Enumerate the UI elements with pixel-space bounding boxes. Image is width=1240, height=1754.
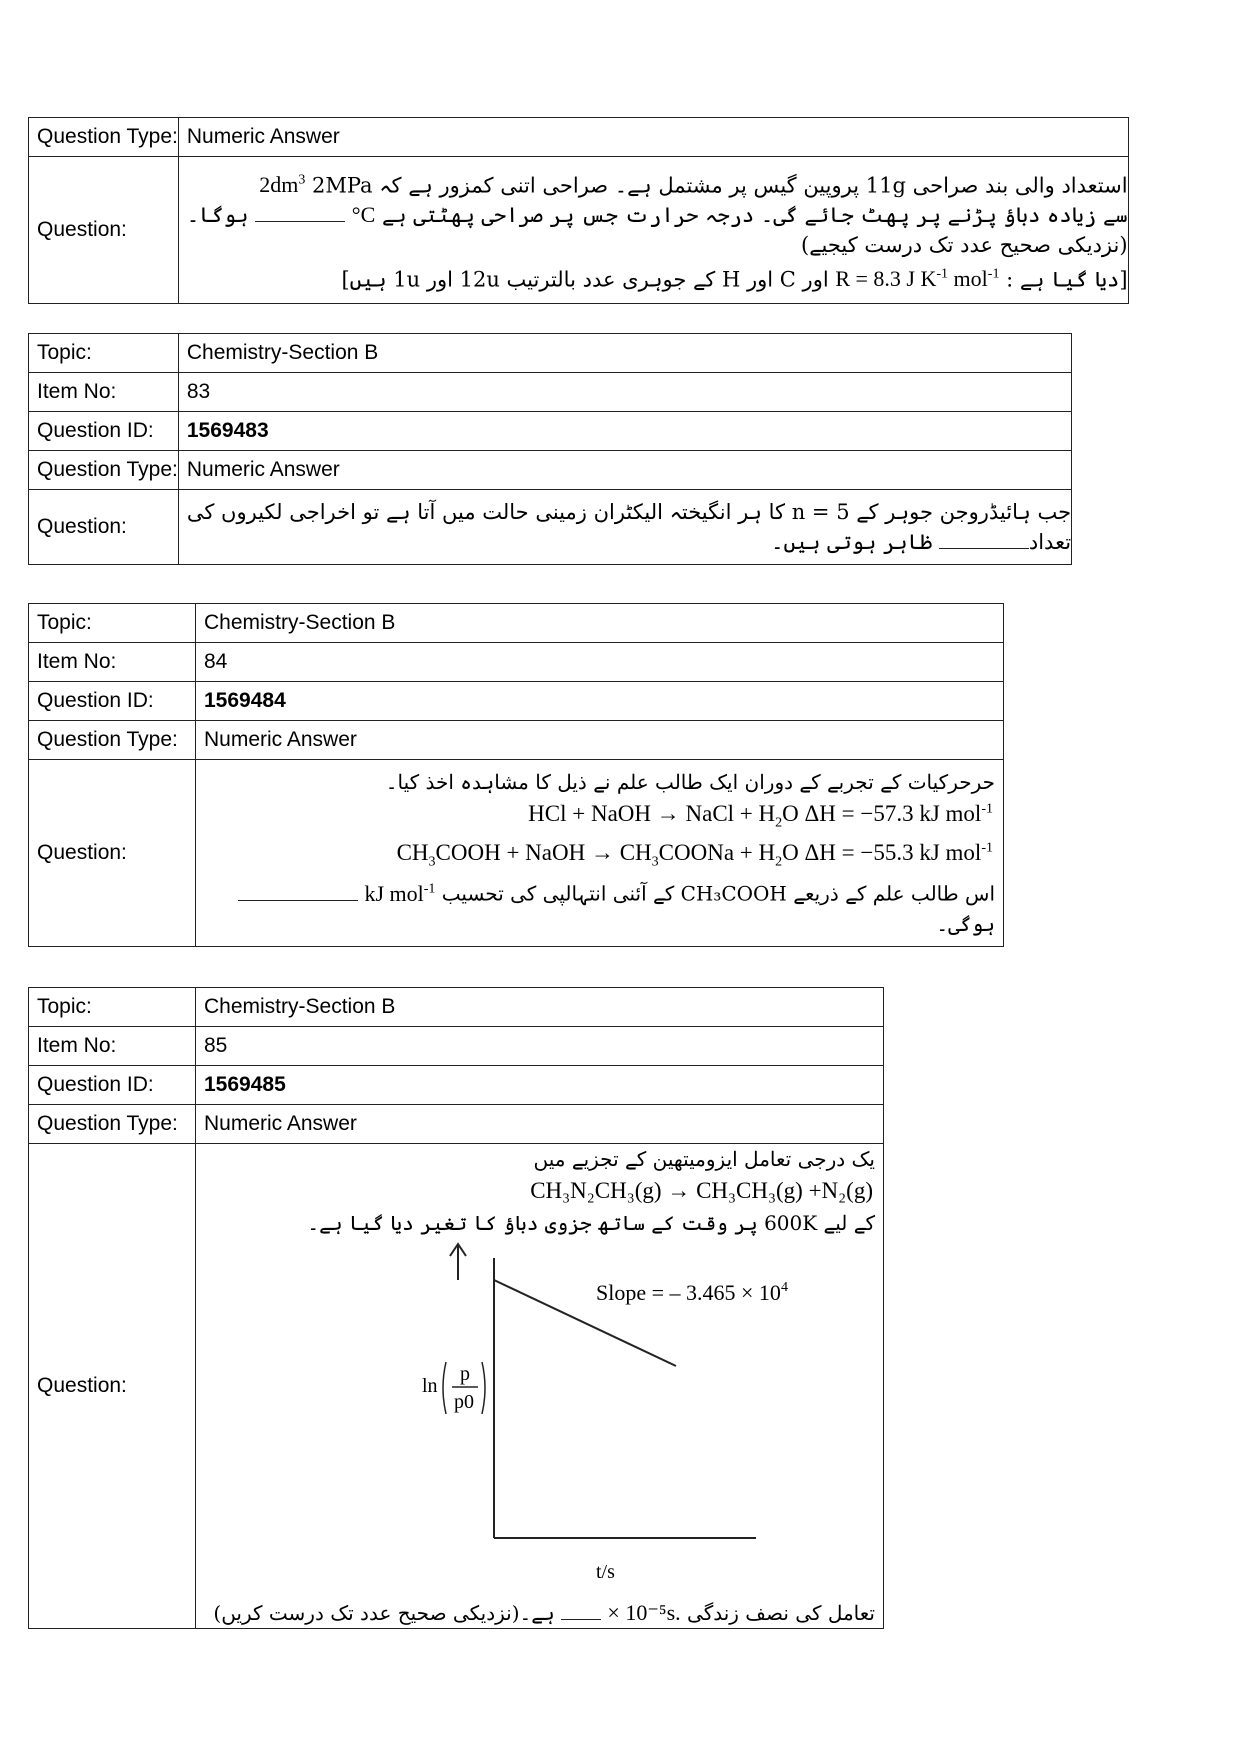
item-no-label: Item No: bbox=[29, 1027, 196, 1066]
question-type-value: Numeric Answer bbox=[196, 721, 1004, 760]
item-no-label: Item No: bbox=[29, 373, 179, 412]
answer-blank bbox=[255, 203, 345, 222]
question-type-label: Question Type: bbox=[29, 721, 196, 760]
question-text bbox=[196, 760, 1004, 947]
y-axis-num: p bbox=[460, 1363, 470, 1385]
y-axis-den: p0 bbox=[454, 1391, 474, 1413]
item-no-value: 83 bbox=[178, 373, 1071, 412]
answer-blank bbox=[939, 530, 1029, 549]
y-axis-ln: ln bbox=[422, 1375, 438, 1397]
left-paren bbox=[443, 1362, 446, 1414]
question-id-label: Question ID: bbox=[29, 682, 196, 721]
topic-value: Chemistry-Section B bbox=[196, 988, 884, 1027]
question-type-label: Question Type: bbox=[29, 1105, 196, 1144]
item-no-value: 85 bbox=[196, 1027, 884, 1066]
item-no-label: Item No: bbox=[29, 643, 196, 682]
question-id-label: Question ID: bbox=[29, 412, 179, 451]
ask-line: اس طالب علم کے ذریعے CH₃COOH کے آئنی انتہالپی کی تحسیب kJ mol$^{-1}$ bbox=[196, 874, 1003, 908]
question-table-83 bbox=[28, 333, 1072, 565]
end-line: ہوگی۔ bbox=[936, 911, 995, 936]
question-id-label: Question ID: bbox=[29, 1066, 196, 1105]
x-axis-label: t/s bbox=[596, 1561, 615, 1583]
question-text: استعداد والی بند صراحی 11g پروپین گیس پر مشتمل ہے۔ صراحی اتنی کمزور ہے کہ 2MPa $2dm^3$ سے زیادہ دباؤ پڑنے پر پھٹ جائے گی۔ درجہ حرارت جس پر صراحی پھٹتی ہے °C ہوگا۔ (نزدیکی صحیح عدد تک درست کیجیے) [دیا گیا ہے : R = 8.3 J $K^{-1}$ mol$^{-1}$ اور C اور H کے جوہری عدد بالترتیب 12u اور 1u ہیں] bbox=[178, 157, 1128, 304]
question-id-value: 1569484 bbox=[196, 682, 1004, 721]
reaction-equation: CH₃N₂CH₃(g) → CH₃CH₃(g) +N₂(g) bbox=[530, 1178, 873, 1203]
intro-line: حرحرکیات کے تجربے کے دوران ایک طالب علم نے ذیل کا مشاہدہ اخذ کیا۔ bbox=[385, 770, 995, 795]
equation-2: $CH_3COOH$ + NaOH → $CH_3COONa + H_2O$ ΔH = −55.3 kJ mol$^{-1}$ bbox=[396, 839, 993, 870]
right-paren bbox=[482, 1362, 485, 1414]
final-line: تعامل کی نصف زندگی × 10⁻⁵s. ہے۔(نزدیکی صحیح عدد تک درست کریں) bbox=[213, 1600, 875, 1625]
equation-1: HCl + NaOH → NaCl + $H_2O$ ΔH = −57.3 kJ mol$^{-1}$ bbox=[528, 801, 993, 831]
item-no-value: 84 bbox=[196, 643, 1004, 682]
question-type-value: Numeric Answer bbox=[178, 118, 1128, 157]
topic-label: Topic: bbox=[29, 988, 196, 1027]
question-table-84 bbox=[28, 603, 1004, 947]
intro-line: یک درجی تعامل ایزومیتھین کے تجزیے میں bbox=[533, 1147, 875, 1171]
question-type-value: Numeric Answer bbox=[196, 1105, 884, 1144]
question-label: Question: bbox=[29, 490, 179, 565]
question-text: جب ہائیڈروجن جوہر کے n = 5 کا ہر انگیختہ الیکٹران زمینی حالت میں آتا ہے تو اخراجی لکیروں کی تعداد ظاہر ہوتی ہیں۔ bbox=[178, 490, 1071, 565]
question-label: Question: bbox=[29, 157, 179, 304]
question-label: Question: bbox=[29, 1144, 196, 1629]
question-id-value: 1569485 bbox=[196, 1066, 884, 1105]
question-table-85 bbox=[28, 987, 884, 1629]
context-line: کے لیے 600K پر وقت کے ساتھ جزوی دباؤ کا تغیر دیا گیا ہے۔ bbox=[307, 1211, 875, 1235]
topic-value: Chemistry-Section B bbox=[178, 334, 1071, 373]
question-type-value: Numeric Answer bbox=[178, 451, 1071, 490]
topic-label: Topic: bbox=[29, 604, 196, 643]
question-id-value: 1569483 bbox=[178, 412, 1071, 451]
topic-value: Chemistry-Section B bbox=[196, 604, 1004, 643]
ln-p-vs-time-graph bbox=[422, 1238, 816, 1598]
question-table-82 bbox=[28, 117, 1129, 304]
question-type-label: Question Type: bbox=[29, 118, 179, 157]
question-text bbox=[196, 1144, 884, 1629]
question-type-label: Question Type: bbox=[29, 451, 179, 490]
graph-area bbox=[196, 1238, 883, 1598]
topic-label: Topic: bbox=[29, 334, 179, 373]
question-label: Question: bbox=[29, 760, 196, 947]
answer-blank bbox=[238, 882, 358, 901]
answer-blank bbox=[561, 1601, 601, 1620]
slope-label: Slope = – $3.465 \times 10^4$ bbox=[596, 1280, 788, 1305]
